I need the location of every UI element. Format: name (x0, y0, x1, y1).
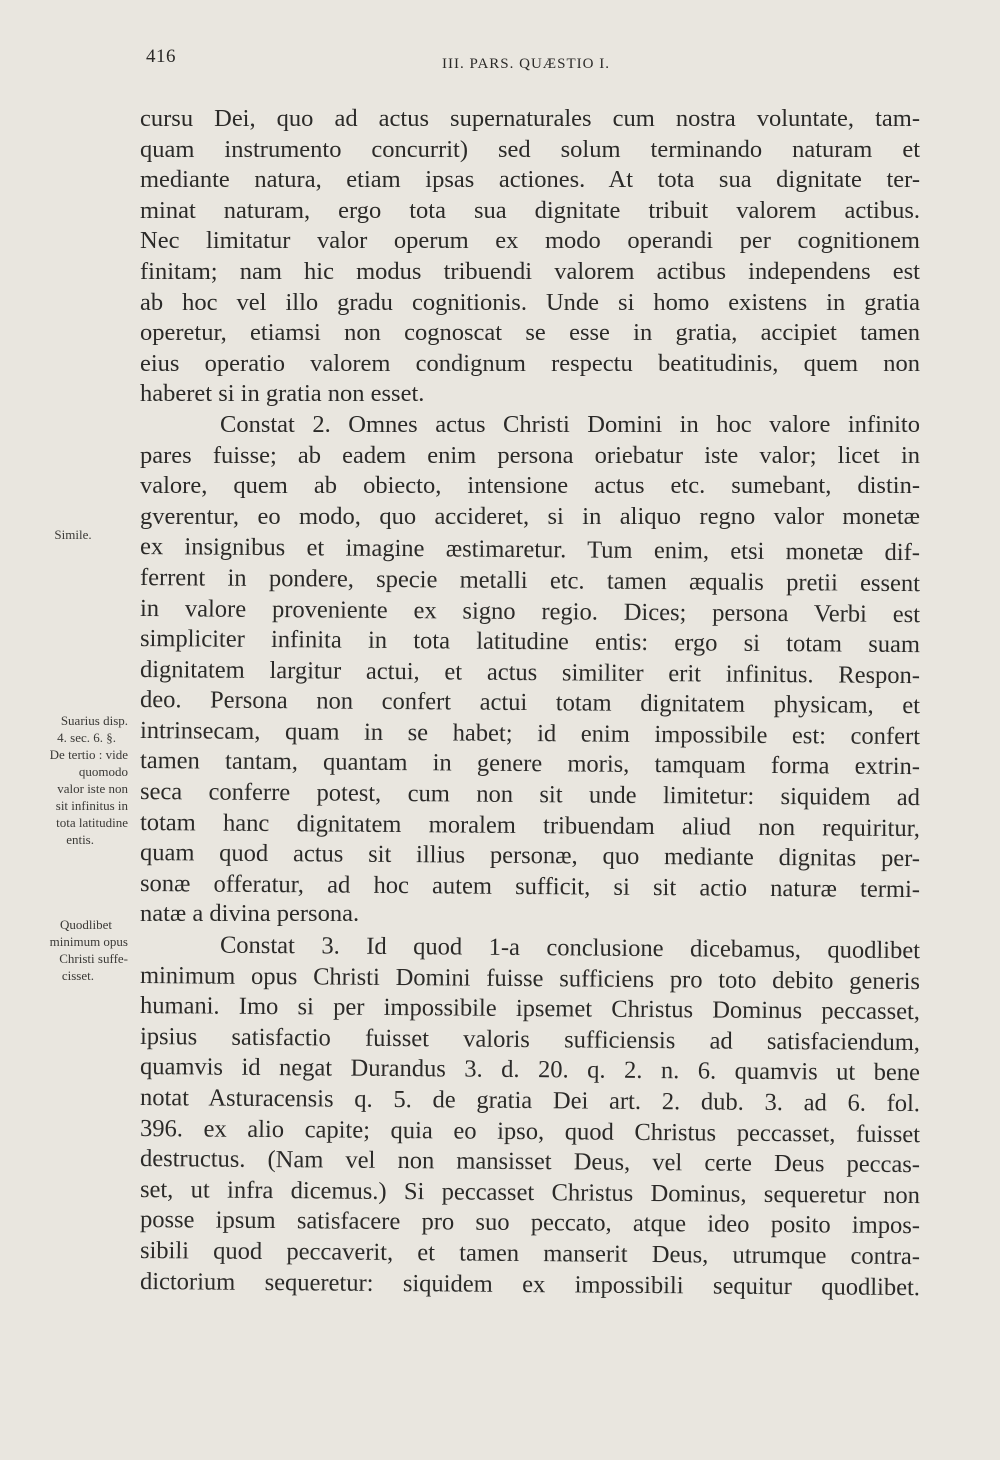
body-text (139, 104, 921, 1301)
body-line: tamen tantam, quantam in genere moris, tamquam forma extrin- (139, 747, 921, 781)
body-line: pares fuisse; ab eadem enim persona oriebatur iste valor; licet in (140, 441, 920, 469)
margin-note-line: cisset. (61, 968, 94, 983)
body-line: ex insignibus et imagine æstimaretur. Tum enim, etsi monetæ dif- (139, 533, 921, 567)
margin-note-simile (28, 526, 118, 543)
body-line: minimum opus Christi Domini fuisse sufficiens pro toto debito generis (139, 961, 921, 995)
margin-note-line: sit infinitus in (55, 798, 128, 813)
body-line: minat naturam, ergo tota sua dignitate tribuit valorem actibus. (140, 196, 920, 224)
margin-note-line: Suarius disp. (60, 713, 128, 728)
body-line: quam quod actus sit illius personæ, quo mediante dignitas per- (139, 839, 921, 873)
body-line: valore, quem ab obiecto, intensione actus etc. sumebant, distin- (140, 472, 920, 500)
body-line: humani. Imo si per impossibile ipsemet Christus Dominus peccasset, (139, 992, 921, 1026)
body-line: dignitatem largitur actui, et actus similiter erit infinitus. Respon- (139, 655, 921, 689)
body-line: set, ut infra dicemus.) Si peccasset Christus Dominus, sequeretur non (139, 1175, 921, 1209)
margin-note-line: Simile. (54, 527, 92, 542)
body-line: 396. ex alio capite; quia eo ipso, quod Christus peccasset, fuisset (139, 1114, 921, 1148)
body-line: ipsius satisfactio fuisset valoris sufficiensis ad satisfaciendum, (139, 1022, 921, 1056)
margin-note-line: entis. (66, 832, 94, 847)
body-line: finitam; nam hic modus tribuendi valorem actibus independens est (140, 257, 920, 285)
body-line: cursu Dei, quo ad actus supernaturales cum nostra voluntate, tam- (140, 105, 920, 132)
body-line: totam hanc dignitatem moralem tribuendam aliud non requiritur, (139, 808, 921, 842)
body-line: Nec limitatur valor operum ex modo operandi per cognitionem (140, 227, 920, 255)
body-line: sibili quod peccaverit, et tamen manserit Deus, utrumque contra- (139, 1236, 921, 1271)
margin-note-line: Quodlibet (60, 917, 112, 932)
body-line: sonæ offeratur, ad hoc autem sufficit, si sit actio naturæ termi- (139, 869, 921, 903)
body-line: quam instrumento concurrit) sed solum terminando naturam et (140, 135, 920, 163)
body-line: destructus. (Nam vel non mansisset Deus, vel certe Deus peccas- (139, 1145, 921, 1179)
body-line: ab hoc vel illo gradu cognitionis. Unde si homo existens in gratia (140, 288, 920, 316)
margin-note-line: Christi suffe- (59, 951, 128, 966)
margin-note-line: De tertio : vide (49, 747, 128, 762)
running-head: III. PARS. QUÆSTIO I. (442, 56, 610, 72)
body-line: mediante natura, etiam ipsas actiones. At tota sua dignitate ter- (140, 166, 920, 194)
body-line: notat Asturacensis q. 5. de gratia Dei art. 2. dub. 3. ad 6. fol. (139, 1084, 921, 1118)
body-line: intrinsecam, quam in se habet; id enim impossibile est: confert (139, 716, 921, 751)
body-line: quamvis id negat Durandus 3. d. 20. q. 2. n. 6. quamvis ut bene (139, 1053, 921, 1087)
body-line: in valore proveniente ex signo regio. Dices; persona Verbi est (139, 594, 921, 628)
margin-note-line: minimum opus (49, 934, 128, 949)
body-line: haberet si in gratia non esset. (140, 380, 425, 408)
body-line: deo. Persona non confert actui totam dignitatem physicam, et (139, 686, 921, 720)
body-line: dictorium sequeretur: siquidem ex impossibili sequitur quodlibet. (139, 1267, 921, 1301)
body-line: seca conferre potest, cum non sit unde limitetur: siquidem ad (139, 778, 921, 812)
margin-note-quodlibet (8, 916, 128, 984)
margin-note-suarius (8, 712, 128, 848)
body-line: Constat 2. Omnes actus Christi Domini in hoc valore infinito (220, 410, 920, 438)
body-line: operetur, etiamsi non cognoscat se esse in gratia, accipiet tamen (140, 319, 920, 347)
body-line: ferrent in pondere, specie metalli etc. tamen æqualis pretii essent (139, 563, 921, 598)
body-line: posse ipsum satisfacere pro suo peccato, atque ideo posito impos- (139, 1206, 921, 1240)
page-number: 416 (146, 46, 176, 67)
margin-note-line: valor iste non (57, 781, 128, 796)
body-line: gverentur, eo modo, quo accideret, si in aliquo regno valor monetæ (140, 502, 920, 530)
margin-note-line: tota latitudine (56, 815, 128, 830)
body-line: natæ a divina persona. (140, 900, 360, 928)
body-line: simpliciter infinita in tota latitudine entis: ergo si totam suam (139, 625, 921, 659)
margin-note-line: quomodo (78, 764, 128, 779)
body-line: Constat 3. Id quod 1-a conclusione dicebamus, quodlibet (219, 931, 921, 965)
body-line: eius operatio valorem condignum respectu beatitudinis, quem non (140, 349, 920, 377)
margin-note-line: 4. sec. 6. §. (57, 730, 116, 745)
